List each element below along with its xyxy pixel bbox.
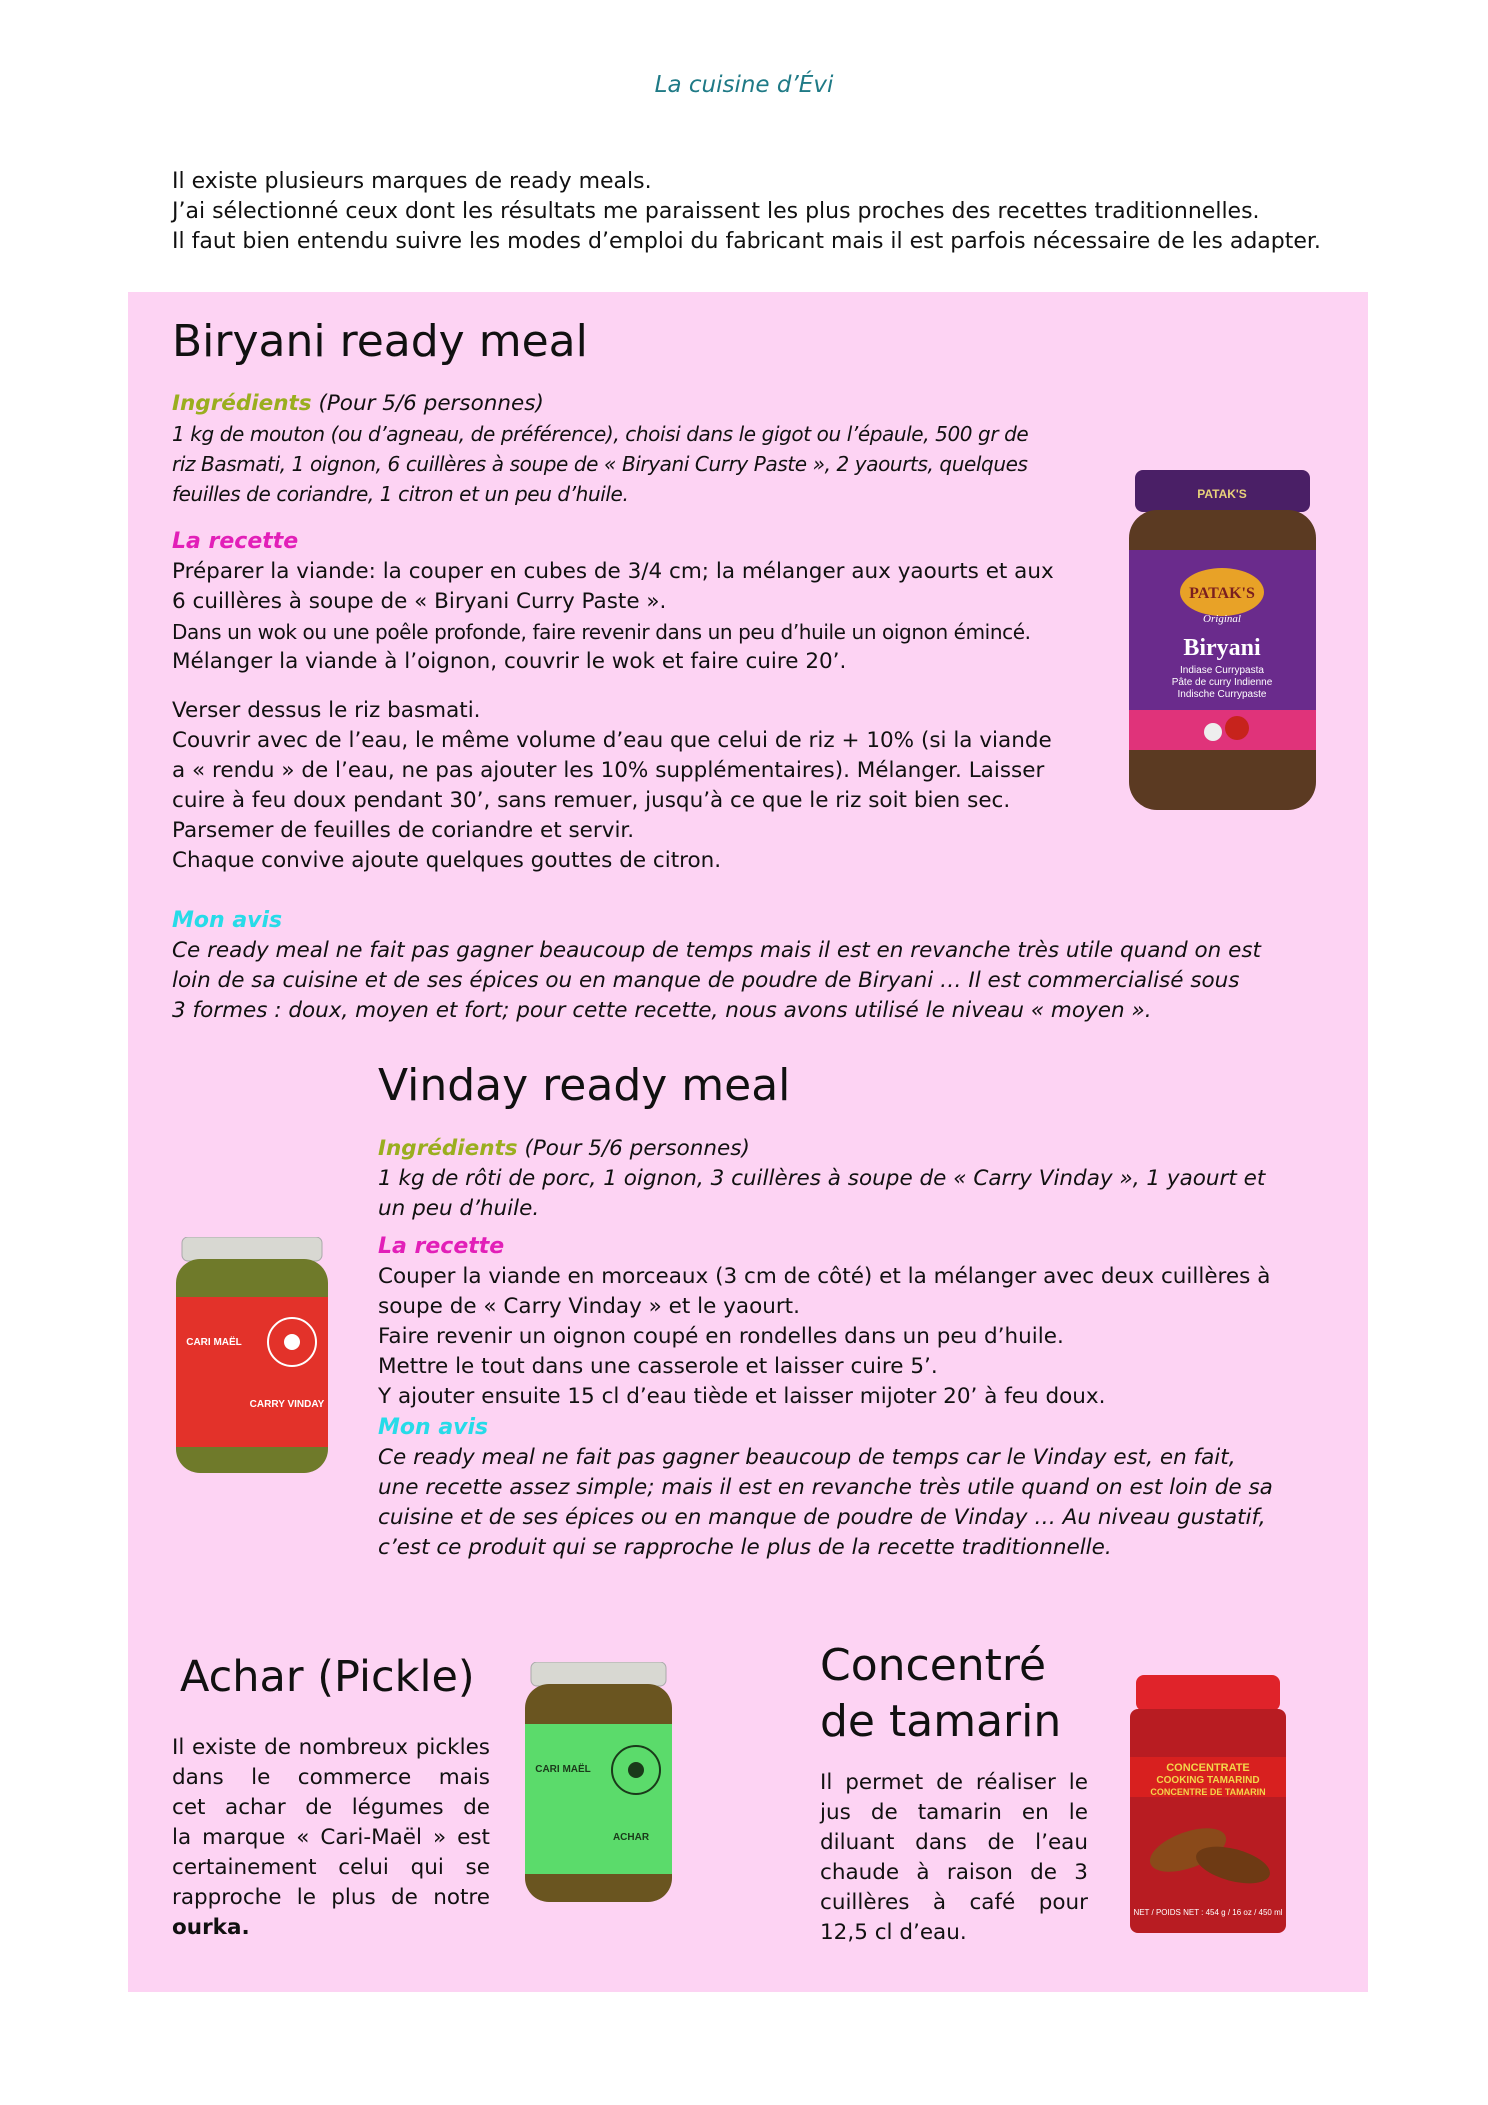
recipe-line: a « rendu » de l’eau, ne pas ajouter les 10% supplémentaires). Mélanger. Laisser [172,758,1045,783]
jar-sub: Indische Currypaste [1177,689,1267,700]
vinday-avis [378,1413,1273,1563]
recipe-line: Couvrir avec de l’eau, le même volume d’eau que celui de riz + 10% (si la viande [172,728,1052,753]
avis-line: Ce ready meal ne fait pas gagner beaucoup de temps car le Vinday est, en fait, [378,1445,1236,1470]
vinday-ingredients [378,1134,1265,1224]
recipe-line: Parsemer de feuilles de coriandre et servir. [172,818,635,843]
ingredients-line: feuilles de coriandre, 1 citron et un peu d’huile. [172,482,629,506]
jar-line: COOKING TAMARIND [1156,1775,1260,1786]
vinday-recipe [378,1232,1270,1412]
servings: (Pour 5/6 personnes) [517,1136,750,1161]
jar-line: CONCENTRATE [1166,1762,1250,1774]
tamarin-line: 12,5 cl d’eau. [820,1920,967,1945]
ingredients-line: 1 kg de rôti de porc, 1 oignon, 3 cuillères à soupe de « Carry Vinday », 1 yaourt et [378,1166,1266,1191]
achar-line: Il existe de nombreux pickles [172,1735,490,1760]
biryani-jar-image [1125,470,1320,820]
biryani-recipe [172,527,1054,876]
jar-name: Biryani [1183,635,1261,661]
avis-line: Ce ready meal ne fait pas gagner beaucoup de temps mais il est en revanche très utile quand on est [172,938,1261,963]
intro-line: Il faut bien entendu suivre les modes d’emploi du fabricant mais il est parfois nécessaire de les adapter. [172,229,1321,254]
biryani-avis [172,906,1261,1026]
jar-weight: NET / POIDS NET : 454 g / 16 oz / 450 ml [1133,1908,1283,1917]
recipe-line: Couper la viande en morceaux (3 cm de côté) et la mélanger avec deux cuillères à [378,1264,1271,1289]
tamarin-jar-image [1128,1675,1288,1937]
jar-product: CARRY VINDAY [249,1399,325,1410]
tamarin-title-line: de tamarin [820,1696,1062,1747]
achar-line: la marque « Cari-Maël » est [172,1825,490,1850]
biryani-ingredients [172,389,1028,509]
intro-text [172,167,1372,257]
recipe-line: Mettre le tout dans une casserole et laisser cuire 5’. [378,1354,938,1379]
ingredients-line: 1 kg de mouton (ou d’agneau, de préférence), choisi dans le gigot ou l’épaule, 500 gr de [172,422,1029,446]
jar-brand: CARI MAËL [186,1337,242,1348]
achar-line: rapproche le plus de notre [172,1885,490,1910]
avis-label: Mon avis [172,908,283,933]
recipe-line: Y ajouter ensuite 15 cl d’eau tiède et laisser mijoter 20’ à feu doux. [378,1384,1106,1409]
achar-bold-word: ourka. [172,1915,250,1940]
achar-line: cet achar de légumes de [172,1795,490,1820]
tamarin-line: Il permet de réaliser le [820,1770,1088,1795]
recipe-line: Faire revenir un oignon coupé en rondelles dans un peu d’huile. [378,1324,1064,1349]
ingredients-line: un peu d’huile. [378,1196,540,1221]
ingredients-line: riz Basmati, 1 oignon, 6 cuillères à soupe de « Biryani Curry Paste », 2 yaourts, quelques [172,452,1028,476]
tamarin-line: jus de tamarin en le [820,1800,1088,1825]
jar-brand-cap: PATAK'S [1197,487,1247,501]
achar-text [172,1733,490,1943]
recipe-line: cuire à feu doux pendant 30’, sans remuer, jusqu’à ce que le riz soit bien sec. [172,788,1011,813]
tamarin-text [820,1768,1088,1948]
avis-line: 3 formes : doux, moyen et fort; pour cette recette, nous avons utilisé le niveau « moyen ». [172,998,1152,1023]
tamarin-line: cuillères à café pour [820,1890,1088,1915]
recipe-line: Verser dessus le riz basmati. [172,698,481,723]
jar-sub: Indiase Currypasta [1180,665,1264,676]
recipe-line: Préparer la viande: la couper en cubes de 3/4 cm; la mélanger aux yaourts et aux [172,559,1054,584]
jar-product: ACHAR [612,1832,650,1843]
intro-line: J’ai sélectionné ceux dont les résultats me paraissent les plus proches des recettes traditionnelles. [172,199,1260,224]
tamarin-line: diluant dans de l’eau [820,1830,1088,1855]
recipe-line: 6 cuillères à soupe de « Biryani Curry Paste ». [172,589,667,614]
vinday-title: Vinday ready meal [378,1060,791,1111]
jar-brand: PATAK'S [1189,585,1255,602]
recipe-label: La recette [378,1234,505,1259]
avis-line: loin de sa cuisine et de ses épices ou en manque de poudre de Biryani … Il est commercialisé sous [172,968,1240,993]
achar-title: Achar (Pickle) [180,1652,475,1702]
recipe-line: Chaque convive ajoute quelques gouttes de citron. [172,848,722,873]
avis-line: cuisine et de ses épices ou en manque de poudre de Vinday … Au niveau gustatif, [378,1505,1266,1530]
achar-jar-image [521,1662,676,1907]
achar-line: certainement celui qui se [172,1855,490,1880]
servings: (Pour 5/6 personnes) [311,391,544,416]
avis-line: une recette assez simple; mais il est en revanche très utile quand on est loin de sa [378,1475,1273,1500]
jar-sub: Pâte de curry Indienne [1171,677,1273,688]
avis-line: c’est ce produit qui se rapproche le plus de la recette traditionnelle. [378,1535,1112,1560]
jar-line: CONCENTRE DE TAMARIN [1150,1787,1266,1797]
jar-badge: Original [1203,613,1241,625]
recipe-line: soupe de « Carry Vinday » et le yaourt. [378,1294,800,1319]
recipes-panel [128,292,1368,1992]
ingredients-label: Ingrédients [378,1136,518,1161]
recipe-line: Mélanger la viande à l’oignon, couvrir le wok et faire cuire 20’. [172,649,847,674]
achar-line: dans le commerce mais [172,1765,490,1790]
biryani-title: Biryani ready meal [172,316,588,367]
tamarin-line: chaude à raison de 3 [820,1860,1088,1885]
avis-label: Mon avis [378,1415,489,1440]
vinday-jar-image [172,1237,332,1477]
recipe-label: La recette [172,529,299,554]
recipe-line: Dans un wok ou une poêle profonde, faire revenir dans un peu d’huile un oignon émincé. [172,620,1031,644]
tamarin-title-line: Concentré [820,1640,1047,1691]
intro-line: Il existe plusieurs marques de ready meals. [172,169,652,194]
page-header: La cuisine d’Évi [654,72,834,98]
tamarin-title [820,1638,1061,1750]
ingredients-label: Ingrédients [172,391,312,416]
jar-brand: CARI MAËL [535,1764,591,1775]
